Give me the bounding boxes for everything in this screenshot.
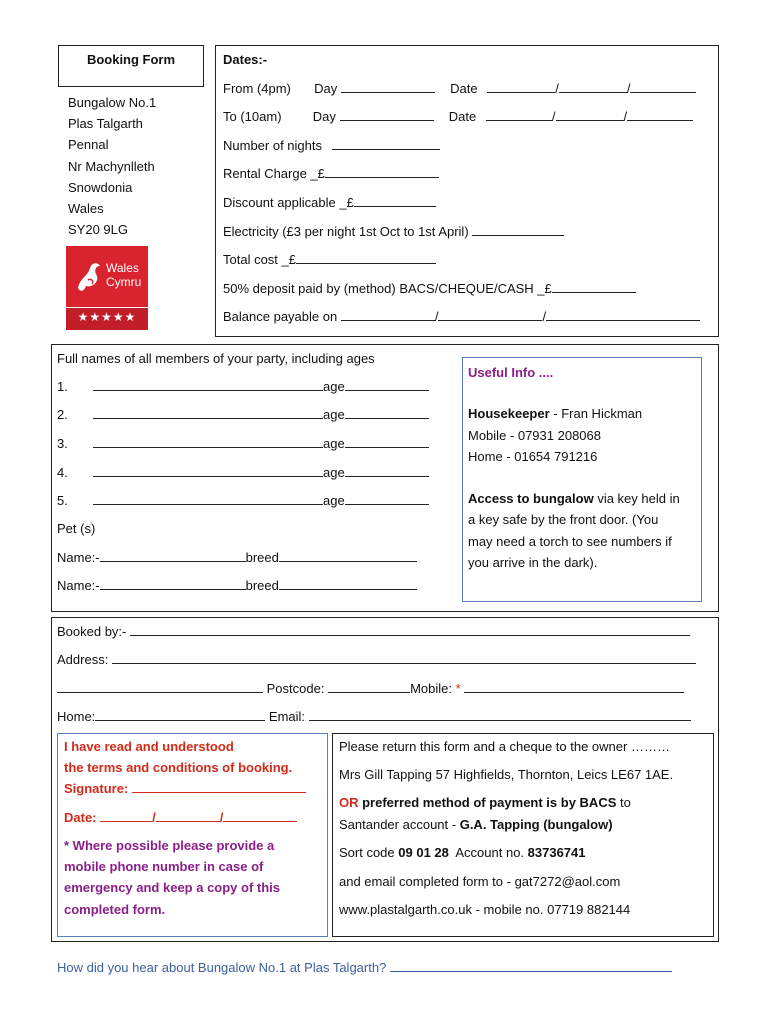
postcode-field[interactable]	[328, 681, 410, 693]
deposit-field[interactable]	[552, 281, 636, 293]
bacs-line	[339, 795, 631, 810]
access-label: Access to bungalow	[468, 491, 594, 506]
pet-name-field[interactable]	[100, 578, 246, 590]
terms-date-yy-field[interactable]	[223, 810, 297, 822]
to-date-label: Date	[448, 109, 477, 124]
party-heading: Full names of all members of your party, including ages	[57, 351, 375, 366]
member-number: 2.	[57, 407, 68, 422]
member-name-field[interactable]	[93, 407, 323, 419]
to-row	[223, 109, 693, 124]
access-text: via key held in	[593, 491, 680, 506]
deposit-row	[223, 281, 636, 296]
date-slash: /	[152, 810, 156, 825]
balance-mm-field[interactable]	[438, 309, 542, 321]
pet-name-label: Name:-	[57, 578, 100, 593]
from-date-dd-field[interactable]	[487, 81, 555, 93]
santander-line	[339, 817, 613, 832]
sort-code-label: Sort code	[339, 845, 399, 860]
pet-name-label: Name:-	[57, 550, 100, 565]
postcode-label: Postcode:	[266, 681, 325, 696]
address-line: Bungalow No.1	[68, 95, 157, 110]
member-age-field[interactable]	[345, 436, 429, 448]
party-member-row	[57, 379, 429, 394]
age-label: age	[323, 407, 345, 422]
email-label: Email:	[268, 709, 306, 724]
party-member-row	[57, 407, 429, 422]
required-asterisk: *	[455, 681, 461, 696]
age-label: age	[323, 493, 345, 508]
pet-row	[57, 578, 417, 593]
home-phone-field[interactable]	[95, 709, 265, 721]
date-slash: /	[623, 109, 628, 124]
total-row	[223, 252, 436, 267]
five-star-rating: ★★★★★	[77, 310, 137, 324]
discount-label: Discount applicable _£	[223, 195, 354, 210]
mobile-label: Mobile:	[410, 681, 452, 696]
postcode-row	[57, 681, 684, 696]
nights-row	[223, 138, 440, 153]
pet-breed-label: breed	[245, 550, 279, 565]
mobile-field[interactable]	[464, 681, 684, 693]
terms-note: * Where possible please provide a	[64, 838, 275, 853]
terms-date-dd-field[interactable]	[100, 810, 152, 822]
to-date-dd-field[interactable]	[486, 109, 552, 121]
booked-by-field[interactable]	[130, 624, 690, 636]
logo-word-wales: Wales	[106, 261, 139, 275]
booking-form-title: Booking Form	[86, 52, 176, 67]
logo-word-cymru: Cymru	[106, 275, 142, 289]
to-text: to	[616, 795, 631, 810]
signature-field[interactable]	[132, 781, 306, 793]
housekeeper-line	[468, 406, 642, 421]
pet-name-field[interactable]	[100, 550, 246, 562]
member-name-field[interactable]	[93, 436, 323, 448]
to-date-mm-field[interactable]	[556, 109, 624, 121]
address-line: SY20 9LG	[68, 222, 128, 237]
sort-code-line	[339, 845, 586, 860]
age-label: age	[323, 436, 345, 451]
to-day-label: Day	[312, 109, 336, 124]
footer-answer-field[interactable]	[390, 960, 672, 972]
balance-row	[223, 309, 700, 324]
from-date-yy-field[interactable]	[630, 81, 696, 93]
address-line: Pennal	[68, 137, 109, 152]
member-age-field[interactable]	[345, 493, 429, 505]
housekeeper-label: Housekeeper	[468, 406, 550, 421]
address-line: Plas Talgarth	[68, 116, 143, 131]
from-day-label: Day	[314, 81, 338, 96]
member-number: 4.	[57, 465, 68, 480]
terms-note: emergency and keep a copy of this	[64, 880, 281, 895]
footer-row	[57, 960, 672, 975]
useful-info-title: Useful Info ....	[468, 365, 554, 380]
from-label: From (4pm)	[223, 81, 291, 96]
access-text: a key safe by the front door. (You	[468, 512, 659, 527]
sort-code-value: 09 01 28	[398, 845, 449, 860]
address-line: Nr Machynlleth	[68, 159, 155, 174]
housekeeper-home: Home - 01654 791216	[468, 449, 598, 464]
electricity-row	[223, 224, 564, 239]
preferred-method: preferred method of payment is by BACS	[358, 795, 617, 810]
terms-date-row	[64, 810, 297, 825]
payment-line: Please return this form and a cheque to the owner ………	[339, 739, 670, 754]
rental-row	[223, 166, 439, 181]
electricity-field[interactable]	[472, 224, 564, 236]
to-date-yy-field[interactable]	[627, 109, 693, 121]
terms-note: mobile phone number in case of	[64, 859, 264, 874]
member-name-field[interactable]	[93, 379, 323, 391]
home-phone-label: Home:	[57, 709, 96, 724]
member-number: 1.	[57, 379, 68, 394]
pet-breed-field[interactable]	[279, 550, 417, 562]
balance-dd-field[interactable]	[341, 309, 435, 321]
booked-by-label: Booked by:-	[57, 624, 127, 639]
age-label: age	[323, 379, 345, 394]
address-line: Wales	[68, 201, 104, 216]
age-label: age	[323, 465, 345, 480]
terms-line: the terms and conditions of booking.	[64, 760, 293, 775]
electricity-label: Electricity (£3 per night 1st Oct to 1st April)	[223, 224, 469, 239]
member-number: 3.	[57, 436, 68, 451]
to-day-field[interactable]	[340, 109, 434, 121]
date-slash: /	[434, 309, 439, 324]
housekeeper-mobile: Mobile - 07931 208068	[468, 428, 601, 443]
dates-title: Dates:-	[223, 52, 268, 67]
dragon-icon	[74, 258, 104, 298]
address-line: Snowdonia	[68, 180, 133, 195]
pet-row	[57, 550, 417, 565]
wales-cymru-logo	[66, 246, 148, 330]
from-row	[223, 81, 696, 96]
access-text: you arrive in the dark).	[468, 555, 598, 570]
member-number: 5.	[57, 493, 68, 508]
email-field[interactable]	[309, 709, 691, 721]
terms-date-mm-field[interactable]	[156, 810, 220, 822]
deposit-label: 50% deposit paid by (method) BACS/CHEQUE/CASH _£	[223, 281, 552, 296]
address-row	[57, 652, 696, 667]
pet-breed-label: breed	[245, 578, 279, 593]
signature-row	[64, 781, 306, 796]
address-label: Address:	[57, 652, 109, 667]
account-no-label: Account no.	[448, 845, 528, 860]
payment-line: Mrs Gill Tapping 57 Highfields, Thornton, Leics LE67 1AE.	[339, 767, 674, 782]
balance-yy-field[interactable]	[546, 309, 700, 321]
address-field[interactable]	[112, 652, 696, 664]
access-text: may need a torch to see numbers if	[468, 534, 672, 549]
home-email-row	[57, 709, 691, 724]
member-age-field[interactable]	[345, 379, 429, 391]
terms-line: I have read and understood	[64, 739, 234, 754]
date-slash: /	[551, 109, 556, 124]
member-age-field[interactable]	[345, 465, 429, 477]
member-name-field[interactable]	[93, 465, 323, 477]
member-name-field[interactable]	[93, 493, 323, 505]
booked-by-row	[57, 624, 690, 639]
from-date-label: Date	[450, 81, 478, 96]
from-date-mm-field[interactable]	[559, 81, 627, 93]
terms-date-label: Date:	[64, 810, 97, 825]
rental-field[interactable]	[325, 166, 439, 178]
discount-field[interactable]	[354, 195, 436, 207]
total-field[interactable]	[296, 252, 436, 264]
rental-label: Rental Charge _£	[223, 166, 325, 181]
housekeeper-name: - Fran Hickman	[549, 406, 643, 421]
santander-label: Santander account -	[339, 817, 460, 832]
discount-row	[223, 195, 436, 210]
party-member-row	[57, 493, 429, 508]
party-member-row	[57, 465, 429, 480]
member-age-field[interactable]	[345, 407, 429, 419]
to-label: To (10am)	[223, 109, 282, 124]
footer-question: How did you hear about Bungalow No.1 at Plas Talgarth?	[57, 960, 387, 975]
account-name: G.A. Tapping (bungalow)	[459, 817, 613, 832]
signature-label: Signature:	[64, 781, 129, 796]
account-no-value: 83736741	[527, 845, 586, 860]
party-member-row	[57, 436, 429, 451]
pet-breed-field[interactable]	[279, 578, 417, 590]
date-slash: /	[626, 81, 631, 96]
date-slash: /	[219, 810, 224, 825]
website-line: www.plastalgarth.co.uk - mobile no. 07719 882144	[339, 902, 631, 917]
total-label: Total cost _£	[223, 252, 296, 267]
address-line2-field[interactable]	[57, 681, 263, 693]
date-slash: /	[555, 81, 559, 96]
terms-note: completed form.	[64, 902, 166, 917]
balance-label: Balance payable on	[223, 309, 338, 324]
email-instruction: and email completed form to - gat7272@aol.com	[339, 874, 621, 889]
nights-field[interactable]	[332, 138, 440, 150]
date-slash: /	[542, 309, 547, 324]
access-line	[468, 491, 680, 506]
nights-label: Number of nights	[223, 138, 322, 153]
from-day-field[interactable]	[341, 81, 435, 93]
pets-label: Pet (s)	[57, 521, 96, 536]
or-label: OR	[339, 795, 359, 810]
